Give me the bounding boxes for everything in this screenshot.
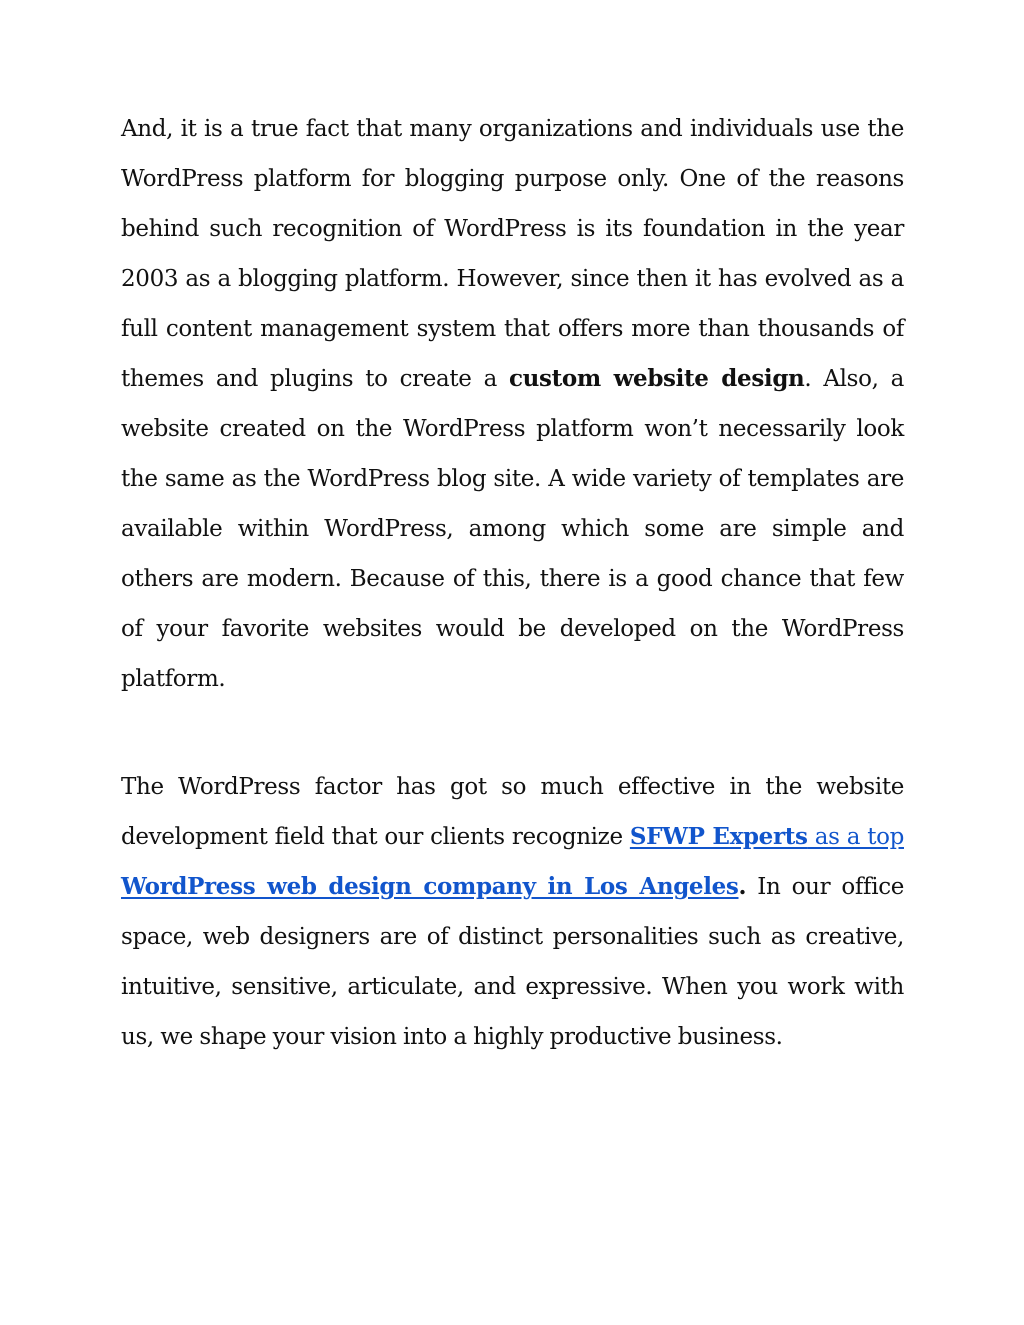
paragraph-text: And, it is a true fact that many organizations and individuals use the WordPress platform for blogging purpose only. One of the reasons behind such recognition of WordPress is its foundation in the year 2003 as a blogging platform. However, since then it has evolved as a full content management system that offers more than thousands of themes and plugins to create a bbox=[121, 116, 904, 392]
paragraph-text: In our office space, web designers are of distinct personalities such as creative, intuitive, sensitive, articulate, and expressive. When you work with us, we shape your vision into a highly productive business. bbox=[121, 874, 904, 1050]
paragraph-wordpress-blogging bbox=[121, 104, 904, 704]
paragraph-text: The WordPress factor has got so much effective in the website development field that our clients recognize bbox=[121, 774, 904, 850]
bold-period: . bbox=[738, 873, 747, 900]
paragraph-text: . Also, a website created on the WordPress platform won’t necessarily look the same as the WordPress blog site. A wide variety of templates are available within WordPress, among which some are simple and others are modern. Because of this, there is a good chance that few of your favorite websites would be developed on the WordPress platform. bbox=[121, 366, 904, 692]
paragraph-sfwp-experts bbox=[121, 762, 904, 1062]
link-as-a-top[interactable]: as a top bbox=[807, 824, 904, 850]
link-sfwp-experts[interactable]: SFWP Experts bbox=[629, 823, 808, 850]
bold-phrase-custom-website-design: custom website design bbox=[508, 365, 805, 392]
link-wordpress-web-design-company[interactable]: WordPress web design company in Los Angeles bbox=[121, 873, 739, 900]
